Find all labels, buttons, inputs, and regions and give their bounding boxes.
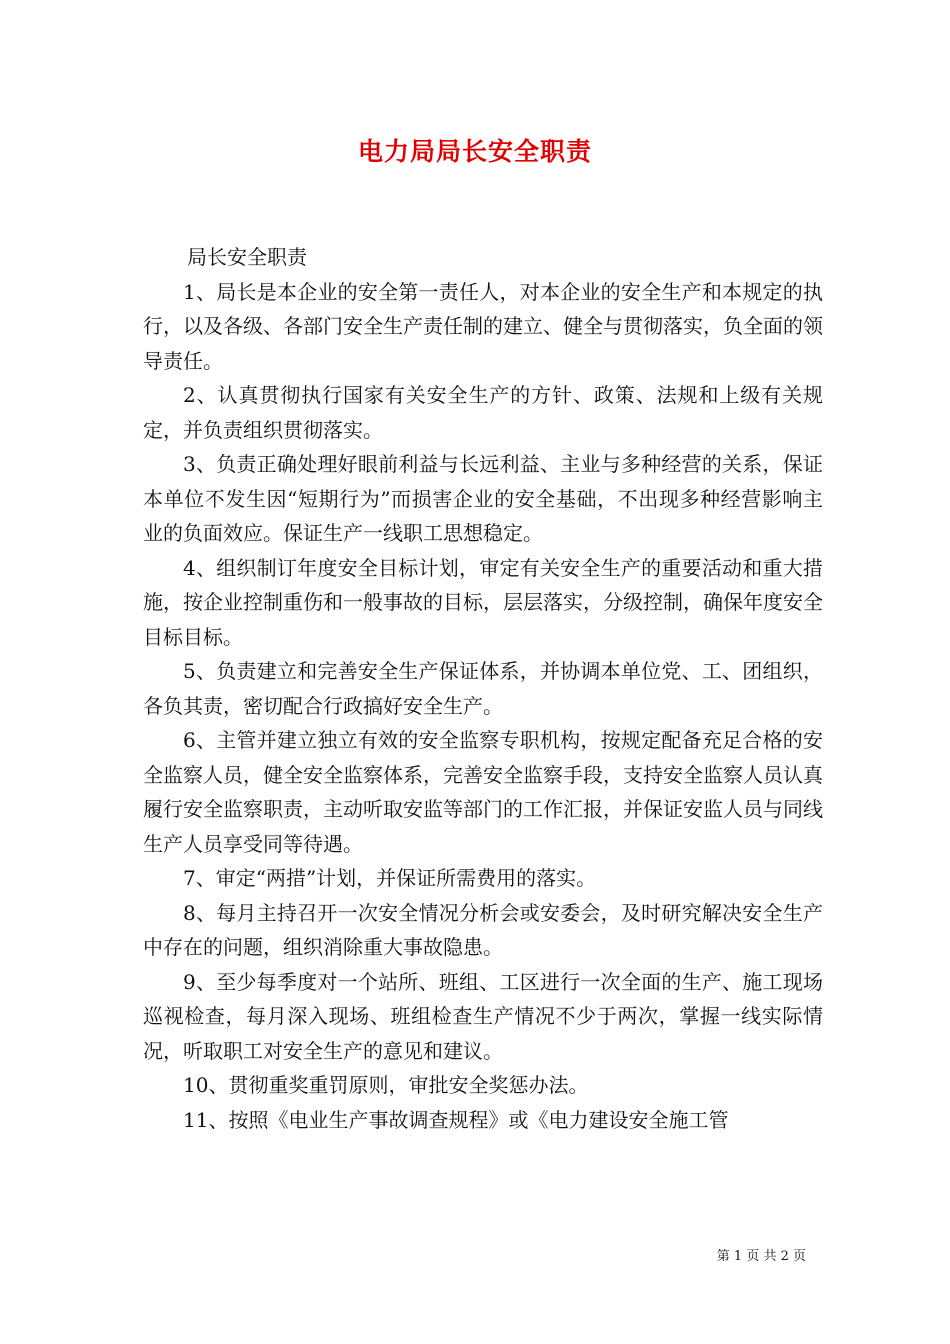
document-title: 电力局局长安全职责 [357, 137, 592, 166]
paragraph-8: 8、每月主持召开一次安全情况分析会或安委会，及时研究解决安全生产中存在的问题，组织消除重大事故隐患。 [143, 900, 823, 959]
paragraph-4: 4、组织制订年度安全目标计划，审定有关安全生产的重要活动和重大措施，按企业控制重伤和一般事故的目标，层层落实，分级控制，确保年度安全目标目标。 [143, 555, 823, 649]
paragraph-11: 11、按照《电业生产事故调查规程》或《电力建设安全施工管 [183, 1107, 729, 1132]
paragraph-5: 5、负责建立和完善安全生产保证体系，并协调本单位党、工、团组织，各负其责，密切配合行政搞好安全生产。 [143, 659, 823, 718]
page-indicator: 第 1 页 共 2 页 [716, 1249, 806, 1264]
paragraph-1: 1、局长是本企业的安全第一责任人，对本企业的安全生产和本规定的执行，以及各级、各部门安全生产责任制的建立、健全与贯彻落实，负全面的领导责任。 [143, 279, 823, 373]
section-heading: 局长安全职责 [187, 245, 307, 269]
paragraph-7: 7、审定“两措”计划，并保证所需费用的落实。 [183, 866, 597, 890]
paragraph-6: 6、主管并建立独立有效的安全监察专职机构，按规定配备充足合格的安全监察人员，健全安全监察体系，完善安全监察手段，支持安全监察人员认真履行安全监察职责，主动听取安监等部门的工作汇报，并保证安监人员与同线生产人员享受同等待遇。 [143, 728, 823, 856]
paragraph-9: 9、至少每季度对一个站所、班组、工区进行一次全面的生产、施工现场巡视检查，每月深入现场、班组检查生产情况不少于两次，掌握一线实际情况，听取职工对安全生产的意见和建议。 [143, 969, 823, 1063]
paragraph-2: 2、认真贯彻执行国家有关安全生产的方针、政策、法规和上级有关规定，并负责组织贯彻落实。 [143, 383, 823, 442]
document-body [143, 240, 823, 1137]
paragraph-10: 10、贯彻重奖重罚原则，审批安全奖惩办法。 [183, 1073, 589, 1097]
paragraph-3: 3、负责正确处理好眼前利益与长远利益、主业与多种经营的关系，保证本单位不发生因“短期行为”而损害企业的安全基础，不出现多种经营影响主业的负面效应。保证生产一线职工思想稳定。 [143, 452, 823, 545]
